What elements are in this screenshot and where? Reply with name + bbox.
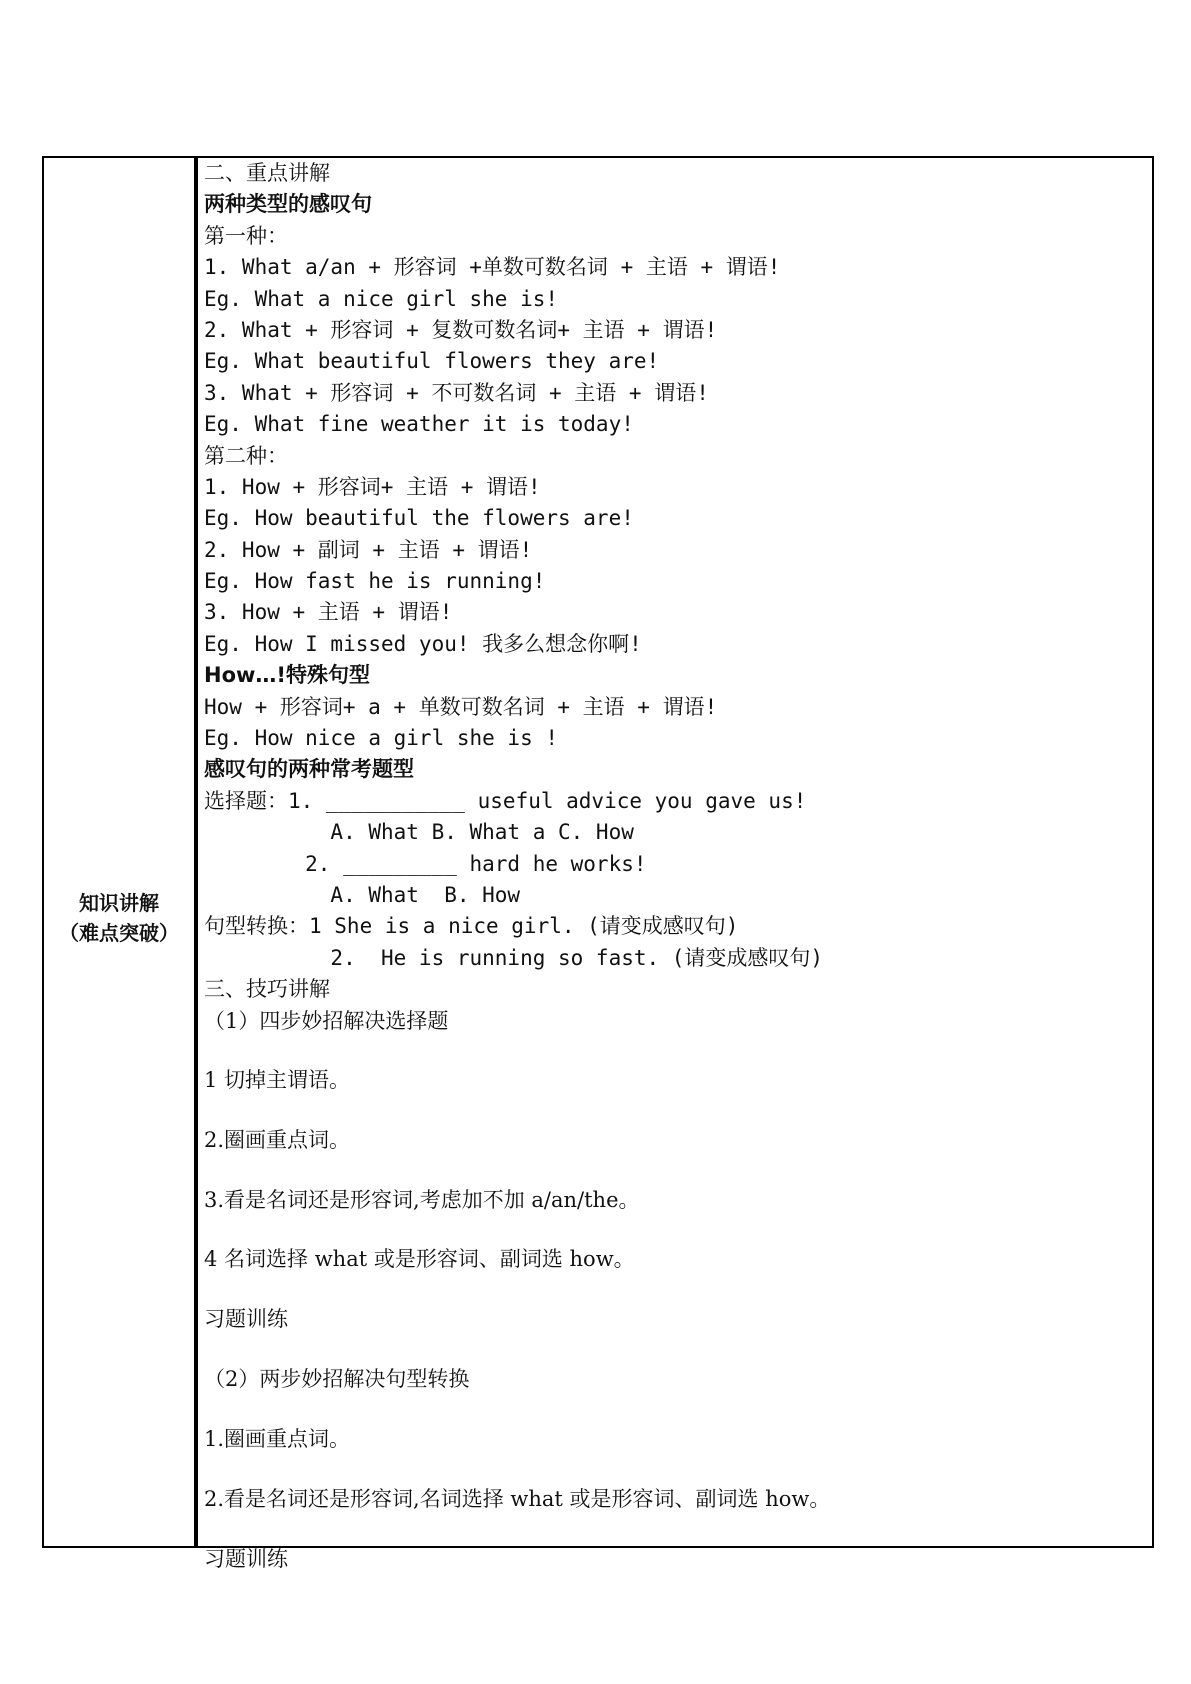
content-line: Eg. How beautiful the flowers are! bbox=[204, 506, 634, 531]
content-line: 3. How + 主语 + 谓语! bbox=[204, 600, 453, 625]
content-line: （1）四步妙招解决选择题 bbox=[204, 1008, 449, 1033]
content-line: How…!特殊句型 bbox=[204, 663, 370, 688]
step-item: 1.圈画重点词。 bbox=[204, 1427, 351, 1451]
step-item: 4 名词选择 what 或是形容词、副词选 how。 bbox=[204, 1247, 635, 1271]
content-line: 第二种： bbox=[204, 443, 288, 468]
row-label-title: 知识讲解 bbox=[79, 891, 159, 915]
step-heading: （2）两步妙招解决句型转换 bbox=[204, 1367, 470, 1391]
content-line: 2. How + 副词 + 主语 + 谓语! bbox=[204, 537, 533, 562]
content-line: Eg. How fast he is running! bbox=[204, 569, 546, 594]
content-line: 句型转换：1 She is a nice girl. (请变成感叹句) bbox=[204, 914, 739, 939]
content-column bbox=[204, 158, 1144, 1037]
content-line: 感叹句的两种常考题型 bbox=[204, 757, 414, 782]
step-item: 2.看是名词还是形容词,名词选择 what 或是形容词、副词选 how。 bbox=[204, 1487, 831, 1511]
content-line: 1. How + 形容词+ 主语 + 谓语! bbox=[204, 474, 541, 499]
content-line: Eg. How I missed you! 我多么想念你啊! bbox=[204, 631, 642, 656]
content-line: 1. What a/an + 形容词 +单数可数名词 + 主语 + 谓语! bbox=[204, 255, 781, 280]
step-item: 2.圈画重点词。 bbox=[204, 1128, 351, 1152]
content-line: Eg. What beautiful flowers they are! bbox=[204, 349, 660, 374]
content-line: A. What B. What a C. How bbox=[204, 820, 634, 845]
step-item: 1 切掉主谓语。 bbox=[204, 1068, 351, 1092]
content-line: 第一种： bbox=[204, 223, 288, 248]
content-line: 选择题：1. ___________ useful advice you gave us! bbox=[204, 788, 807, 813]
content-line: 2. What + 形容词 + 复数可数名词+ 主语 + 谓语! bbox=[204, 317, 718, 342]
step-item: 3.看是名词还是形容词,考虑加不加 a/an/the。 bbox=[204, 1188, 640, 1212]
content-line: Eg. What a nice girl she is! bbox=[204, 286, 559, 311]
row-label bbox=[44, 888, 194, 948]
content-line: 3. What + 形容词 + 不可数名词 + 主语 + 谓语! bbox=[204, 380, 709, 405]
content-line: 二、重点讲解 bbox=[204, 161, 330, 185]
content-line: 三、技巧讲解 bbox=[204, 977, 330, 1002]
content-line: How + 形容词+ a + 单数可数名词 + 主语 + 谓语! bbox=[204, 694, 718, 719]
step-heading: 习题训练 bbox=[204, 1307, 288, 1331]
step-heading: 习题训练 bbox=[204, 1547, 288, 1571]
column-divider bbox=[194, 158, 198, 1546]
content-line: A. What B. How bbox=[204, 882, 521, 907]
content-line: Eg. What fine weather it is today! bbox=[204, 412, 634, 437]
content-line: 两种类型的感叹句 bbox=[204, 192, 372, 217]
content-line: Eg. How nice a girl she is ! bbox=[204, 726, 559, 751]
row-label-subtitle: （难点突破） bbox=[59, 921, 179, 945]
content-line: 2. He is running so fast. (请变成感叹句) bbox=[204, 945, 824, 970]
content-line: 2. _________ hard he works! bbox=[204, 851, 647, 876]
